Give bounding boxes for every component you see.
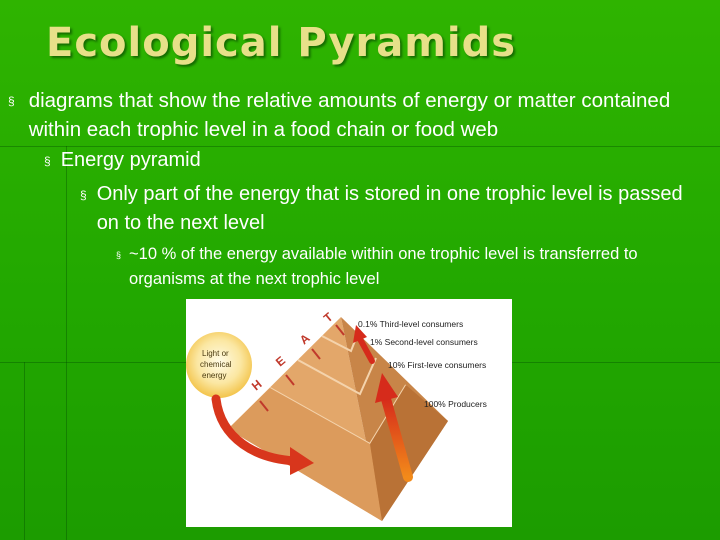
decor-line-vertical — [66, 146, 67, 540]
bullet-marker: § — [80, 188, 87, 202]
slide-title: Ecological Pyramids — [46, 20, 517, 66]
bullet-text: ~10 % of the energy available within one trophic level is transferred to organisms at the next trophic level — [129, 245, 638, 288]
level-label-first: 10% First-leve consumers — [388, 360, 487, 370]
sun-label-line-2: chemical — [200, 360, 232, 369]
bullet-text: Energy pyramid — [60, 149, 201, 171]
bullet-level-4 — [116, 242, 676, 292]
heat-letter-t: T — [320, 309, 336, 326]
bullet-marker: § — [44, 154, 51, 168]
level-label-producers: 100% Producers — [424, 399, 487, 409]
level-label-second: 1% Second-level consumers — [370, 337, 478, 347]
bullet-text: diagrams that show the relative amounts of energy or matter contained within each trophic level in a food chain or food web — [28, 89, 671, 141]
bullet-marker: § — [116, 250, 122, 260]
level-label-third: 0.1% Third-level consumers — [358, 319, 464, 329]
energy-pyramid-diagram — [186, 299, 512, 527]
sun-label-line-3: energy — [202, 371, 227, 380]
heat-letter-e: E — [272, 353, 289, 370]
bullet-text: Only part of the energy that is stored in one trophic level is passed on to the next level — [96, 183, 683, 234]
sun-label-line-1: Light or — [202, 349, 229, 358]
bullet-level-3 — [80, 180, 700, 238]
bullet-level-1 — [8, 86, 698, 144]
bullet-level-2 — [44, 146, 684, 176]
decor-line-vertical-2 — [24, 362, 25, 540]
heat-letter-a: A — [296, 330, 313, 348]
energy-pyramid-figure — [186, 299, 512, 527]
heat-letter-h: H — [248, 376, 265, 394]
bullet-marker: § — [8, 94, 15, 108]
